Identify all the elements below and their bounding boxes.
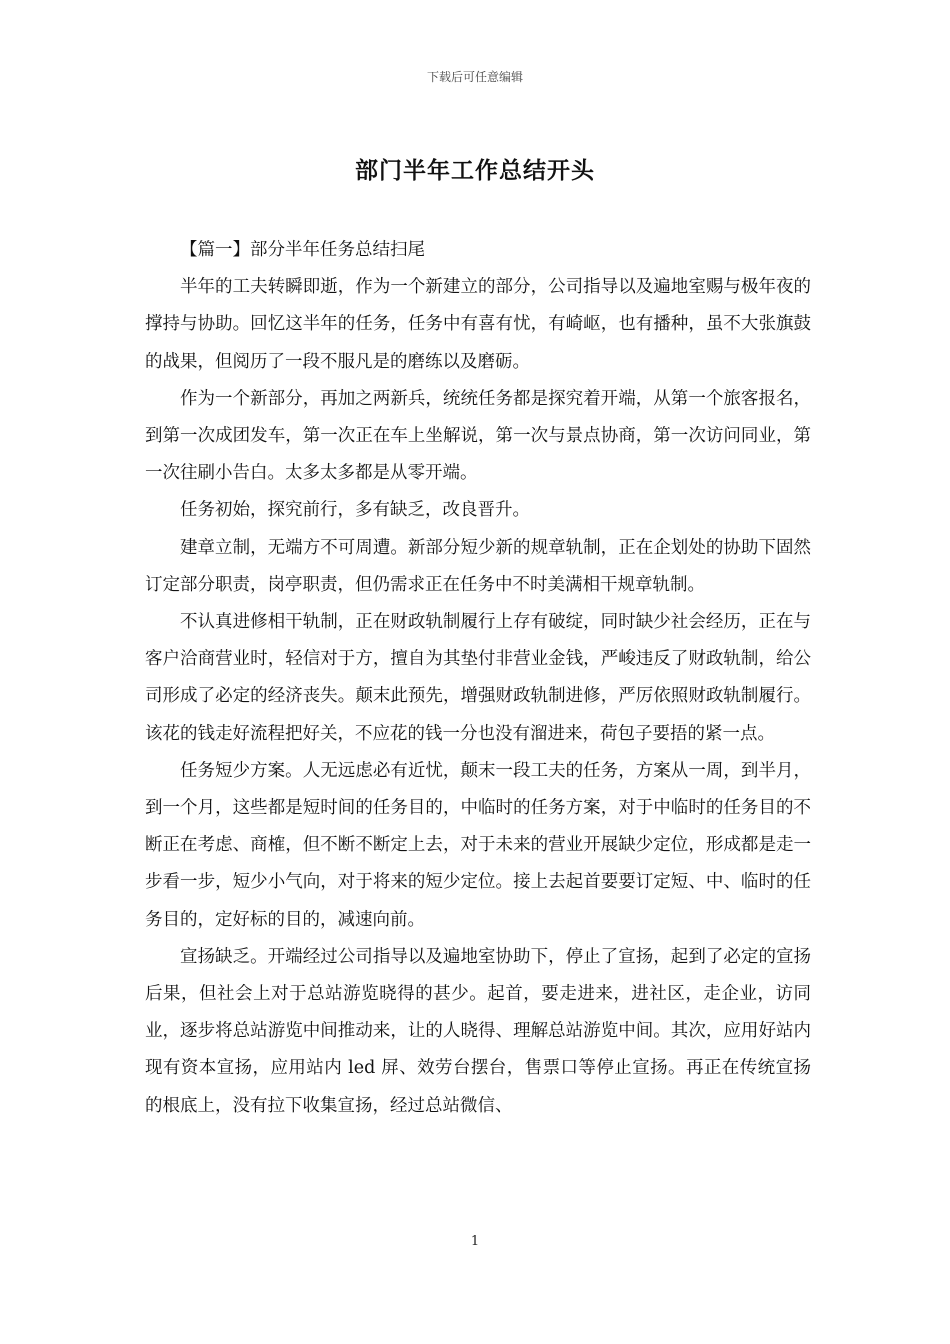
paragraph: 不认真进修相干轨制，正在财政轨制履行上存有破绽，同时缺少社会经历，正在与客户洽商营业时，轻信对于方，擅自为其垫付非营业金钱，严峻违反了财政轨制，给公司形成了必定的经济丧失。颠末此预先，增强财政轨制进修，严厉依照财政轨制履行。该花的钱走好流程把好关，不应花的钱一分也没有溜进来，荷包子要捂的紧一点。 xyxy=(145,612,811,744)
document-body xyxy=(145,232,811,1125)
page-number: 1 xyxy=(470,1234,480,1249)
paragraph: 宣扬缺乏。开端经过公司指导以及遍地室协助下，停止了宣扬，起到了必定的宣扬后果，但社会上对于总站游览晓得的甚少。起首，要走进来，进社区，走企业，访同业，逐步将总站游览中间推动来，让的人晓得、理解总站游览中间。其次，应用好站内现有资本宣扬，应用站内 led 屏、效劳台摆台，售票口等停止宣扬。再正在传统宣扬的根底上，没有拉下收集宣扬，经过总站微信、 xyxy=(145,946,811,1116)
paragraph: 任务初始，探究前行，多有缺乏，改良晋升。 xyxy=(180,500,530,521)
paragraph: 任务短少方案。人无远虑必有近忧，颠末一段工夫的任务，方案从一周，到半月，到一个月，这些都是短时间的任务目的，中临时的任务方案，对于中临时的任务目的不断正在考虑、商榷，但不断不断定上去，对于未来的营业开展缺少定位，形成都是走一步看一步，短少小气向，对于将来的短少定位。接上去起首要要订定短、中、临时的任务目的，定好标的目的，减速向前。 xyxy=(145,760,811,930)
paragraph: 作为一个新部分，再加之两新兵，统统任务都是探究着开端，从第一个旅客报名，到第一次成团发车，第一次正在车上坐解说，第一次与景点协商，第一次访问同业，第一次往刷小告白。太多太多都是从零开端。 xyxy=(145,388,811,484)
section-heading: 【篇一】部分半年任务总结扫尾 xyxy=(180,240,425,260)
document-title: 部门半年工作总结开头 xyxy=(355,157,595,184)
paragraph: 半年的工夫转瞬即逝，作为一个新建立的部分，公司指导以及遍地室赐与极年夜的撑持与协助。回忆这半年的任务，任务中有喜有忧，有崎岖，也有播种，虽不大张旗鼓的战果，但阅历了一段不服凡是的磨练以及磨砺。 xyxy=(145,277,811,372)
header-note: 下载后可任意编辑 xyxy=(426,70,523,84)
paragraph: 建章立制，无端方不可周遭。新部分短少新的规章轨制，正在企划处的协助下固然订定部分职责，岗亭职责，但仍需求正在任务中不时美满相干规章轨制。 xyxy=(145,537,811,595)
